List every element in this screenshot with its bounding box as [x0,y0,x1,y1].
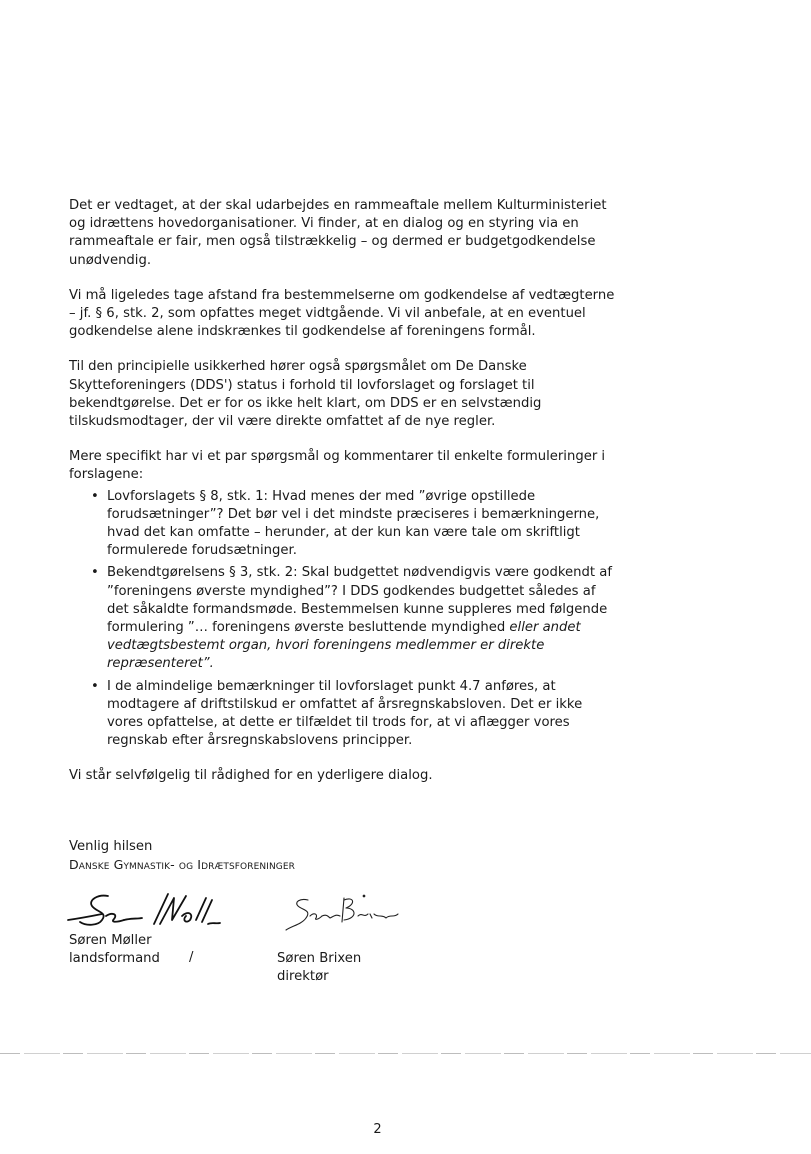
signature-soren-moller [62,890,222,938]
bullet-item-text: Bekendtgørelsens § 3, stk. 2: Skal budgettet nødvendigvis være godkendt af ”foreningens øverste myndighed”? I DDS godkendes budgettet således af det såkaldte formandsmøde. Bestemmelsen kunne suppleres med følgende formulering ”… foreningens øverste besluttende myndighed [107,565,612,636]
signatory-title: landsformand [69,950,160,966]
organization-name: Danske Gymnastik- og Idrætsforeninger [69,857,295,872]
greeting: Venlig hilsen [69,839,153,854]
bullet-dot: • [91,488,99,504]
paragraph-specific-questions: Mere specifikt har vi et par spørgsmål og kommentarer til enkelte formuleringer i forslagene: [69,449,606,483]
bullet-item [69,488,617,561]
bullet-list [69,488,617,751]
bullet-dot: • [91,678,99,694]
paragraph-closing: Vi står selvfølgelig til rådighed for en yderligere dialog. [69,768,433,784]
signatory-title: direktør [277,968,329,984]
letter-body [69,197,617,803]
signatory-name: Søren Brixen [277,951,362,966]
signatory-moller [69,932,160,967]
bullet-dot: • [91,565,99,581]
paragraph-framework-agreement: Det er vedtaget, at der skal udarbejdes en rammeaftale mellem Kulturministeriet og idrættens hovedorganisationer. Vi finder, at en dialog og en styring via en rammeaftale er fair, men også tilstrækkelig – og dermed er budgetgodkendelse unødvendig. [69,198,607,268]
bullet-item-text: Lovforslagets § 8, stk. 1: Hvad menes der med ”øvrige opstillede forudsætninger”? Det bør vel i det mindste præciseres i bemærkningerne, hvad det kan omfatte – herunder, at der kun kan være tale om skriftligt formulerede forudsætninger. [107,488,600,559]
bullet-item-text: I de almindelige bemærkninger til lovforslaget punkt 4.7 anføres, at modtagere af driftstilskud er omfattet af årsregnskabsloven. Det er ikke vores opfattelse, at dette er tilfældet til trods for, at vi aflægger vores regnskab efter årsregnskabslovens principper. [107,678,583,749]
bullet-item [69,678,617,751]
paragraph-dds-status: Til den principielle usikkerhed hører også spørgsmålet om De Danske Skytteforeningers (DDS') status i forhold til lovforslaget og forslaget til bekendtgørelse. Det er for os ikke helt klart, om DDS er en selvstændig tilskudsmodtager, der vil være direkte omfattet af de nye regler. [69,359,542,430]
signatory-brixen [277,950,361,985]
bullet-item-italic-text: eller andet vedtægtsbestemt organ, hvori foreningens medlemmer er direkte repræsenteret”. [107,620,581,672]
page-number: 2 [373,1122,382,1137]
separator-mark: / [189,950,194,965]
scan-artifact-line [0,1053,811,1054]
paragraph-statutes-approval: Vi må ligeledes tage afstand fra bestemmelserne om godkendelse af vedtægterne – jf. § 6, stk. 2, som opfattes meget vidtgående. Vi vil anbefale, at en eventuel godkendelse alene indskrænkes til godkendelse af foreningens formål. [69,287,615,340]
signatory-name: Søren Møller [69,933,152,948]
signature-soren-brixen [282,892,402,940]
bullet-item [69,564,617,673]
